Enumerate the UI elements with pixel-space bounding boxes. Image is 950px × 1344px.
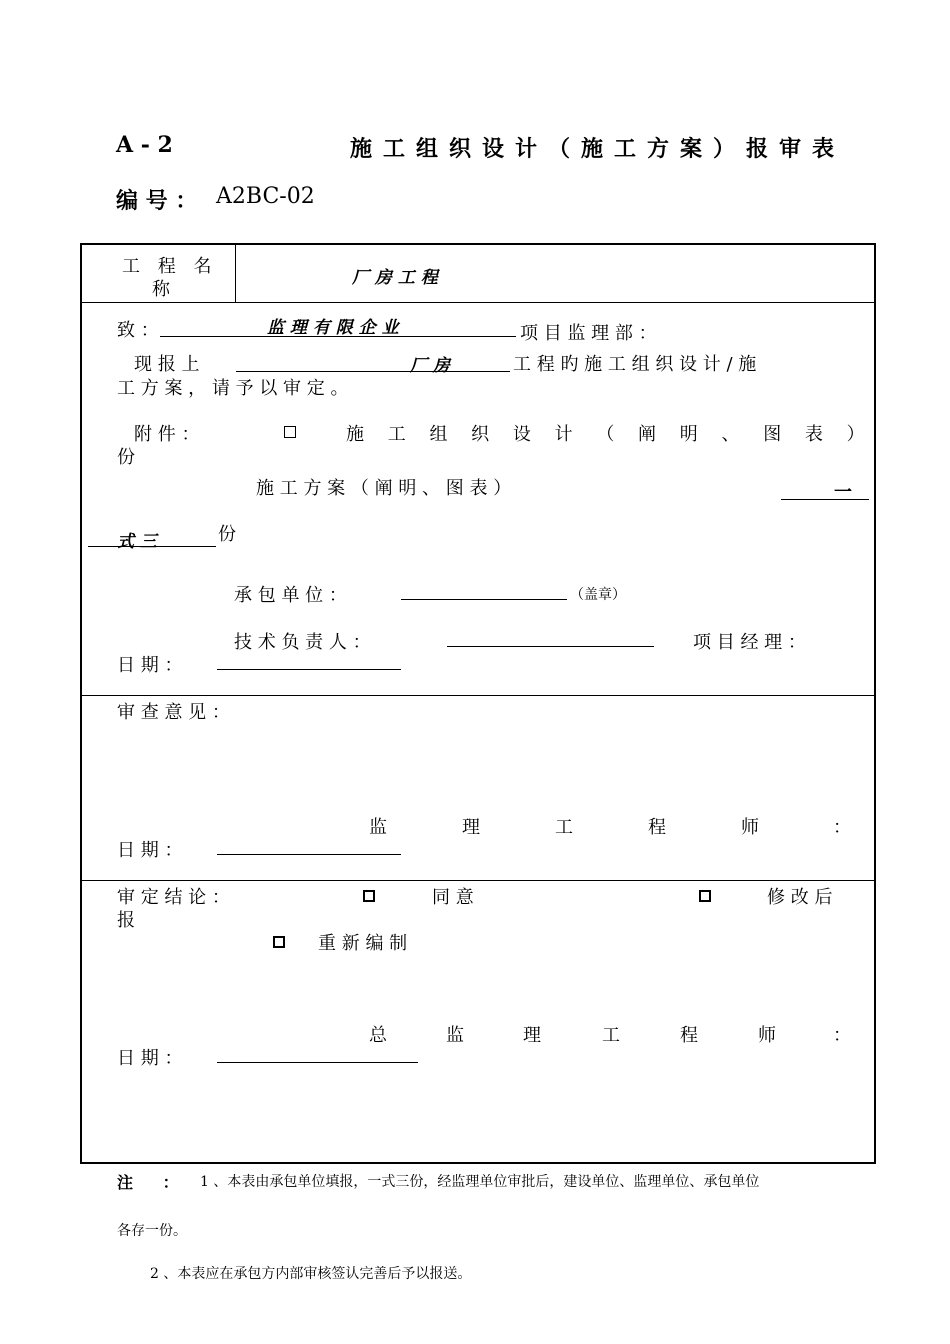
note-1: 1 、本表由承包单位填报，一式三份，经监理单位审批后，建设单位、监理单位、承包单位: [200, 1174, 760, 1190]
conclusion-date-label: 日 期 ：: [117, 1048, 183, 1069]
form-number-value: A2BC-02: [216, 184, 315, 209]
contractor-label: 承 包 单 位 ：: [234, 585, 347, 606]
report-project[interactable]: 厂 房: [410, 356, 450, 376]
tech-lead-label: 技 术 负 责 人 ：: [234, 632, 371, 653]
seal-note: （盖章）: [570, 587, 626, 603]
project-name-label: 工 程 名: [122, 256, 218, 277]
redo-label: 重 新 编 制: [318, 933, 408, 954]
checkbox-redo[interactable]: [273, 931, 285, 950]
checkbox-icon: [273, 936, 285, 948]
note-1-cont: 各存一份。: [117, 1223, 187, 1239]
attachment-item-1: 施 工 组 织 设 计 （ 阐 明 、 图 表 ）: [346, 424, 874, 445]
attachment-copies-b[interactable]: 式 三: [117, 532, 157, 552]
review-engineer-char-5: 师: [741, 817, 759, 838]
chief-engineer-char-5: 程: [680, 1025, 698, 1046]
chief-engineer-char-1: 总: [369, 1025, 387, 1046]
conclusion-label: 审 定 结 论 ：: [117, 887, 230, 908]
chief-engineer-char-2: 监: [446, 1025, 464, 1046]
report-prefix: 现 报 上: [134, 354, 200, 375]
review-engineer-char-2: 理: [462, 817, 480, 838]
row-divider-2: [80, 695, 876, 696]
checkbox-modify[interactable]: [699, 885, 711, 904]
modify-label: 修 改 后: [767, 887, 833, 908]
report-suffix: 工 程 旳 施 工 组 织 设 计 / 施: [513, 354, 757, 375]
form-title: 施工组织设计（施工方案）报审表: [350, 136, 846, 162]
chief-engineer-char-6: 师: [758, 1025, 776, 1046]
project-name-label-2: 称: [152, 279, 170, 300]
modify-label-2: 报: [117, 910, 135, 931]
review-engineer-char-4: 程: [648, 817, 666, 838]
notes-label: 注 ：: [117, 1173, 191, 1192]
project-name-value[interactable]: 厂 房 工 程: [352, 268, 438, 288]
chief-engineer-char-7: ：: [833, 1025, 851, 1046]
note-2: 2 、本表应在承包方内部审核签认完善后予以报送。: [150, 1266, 472, 1282]
review-date-label: 日 期 ：: [117, 840, 183, 861]
review-label: 审 查 意 见 ：: [117, 702, 230, 723]
attachment-fen-1: 份: [117, 447, 135, 468]
chief-engineer-char-4: 工: [602, 1025, 620, 1046]
tech-lead-field[interactable]: [447, 646, 654, 647]
row-divider-1: [80, 302, 876, 303]
contractor-field[interactable]: [401, 599, 567, 600]
to-label: 致 ：: [117, 320, 159, 341]
submission-date-field[interactable]: [217, 669, 401, 670]
conclusion-date-field[interactable]: [217, 1062, 418, 1063]
supervisor-company[interactable]: 监 理 有 限 企 业: [267, 318, 399, 338]
review-engineer-char-6: ：: [833, 817, 851, 838]
submission-date-label: 日 期 ：: [117, 655, 183, 676]
checkbox-icon: [363, 890, 375, 902]
review-date-field[interactable]: [217, 854, 401, 855]
report-line2: 工 方 案 ， 请 予 以 审 定 。: [117, 378, 349, 399]
attachment-item-2: 施 工 方 案 （ 阐 明 、 图 表 ）: [256, 478, 512, 499]
attachment-copies-a[interactable]: 一: [834, 482, 852, 503]
checkbox-agree[interactable]: [363, 885, 375, 904]
to-suffix: 项 目 监 理 部 ：: [520, 323, 657, 344]
row-divider-3: [80, 880, 876, 881]
attachment-fen-2: 份: [218, 524, 236, 545]
checkbox-organization-design[interactable]: [284, 421, 296, 440]
attachment-label: 附 件 ：: [134, 424, 200, 445]
form-number-label: 编 号 ：: [116, 188, 198, 214]
review-engineer-char-3: 工: [555, 817, 573, 838]
copies-underline-b: [88, 546, 216, 547]
review-engineer-char-1: 监: [369, 817, 387, 838]
chief-engineer-char-3: 理: [523, 1025, 541, 1046]
agree-label: 同 意: [432, 887, 474, 908]
report-underline: [236, 371, 510, 372]
copies-underline-a: [781, 499, 869, 500]
form-code: A - 2: [116, 132, 173, 158]
checkbox-icon: [699, 890, 711, 902]
project-divider: [235, 243, 236, 303]
project-manager-label: 项 目 经 理 ：: [693, 632, 806, 653]
checkbox-icon: [284, 426, 296, 438]
